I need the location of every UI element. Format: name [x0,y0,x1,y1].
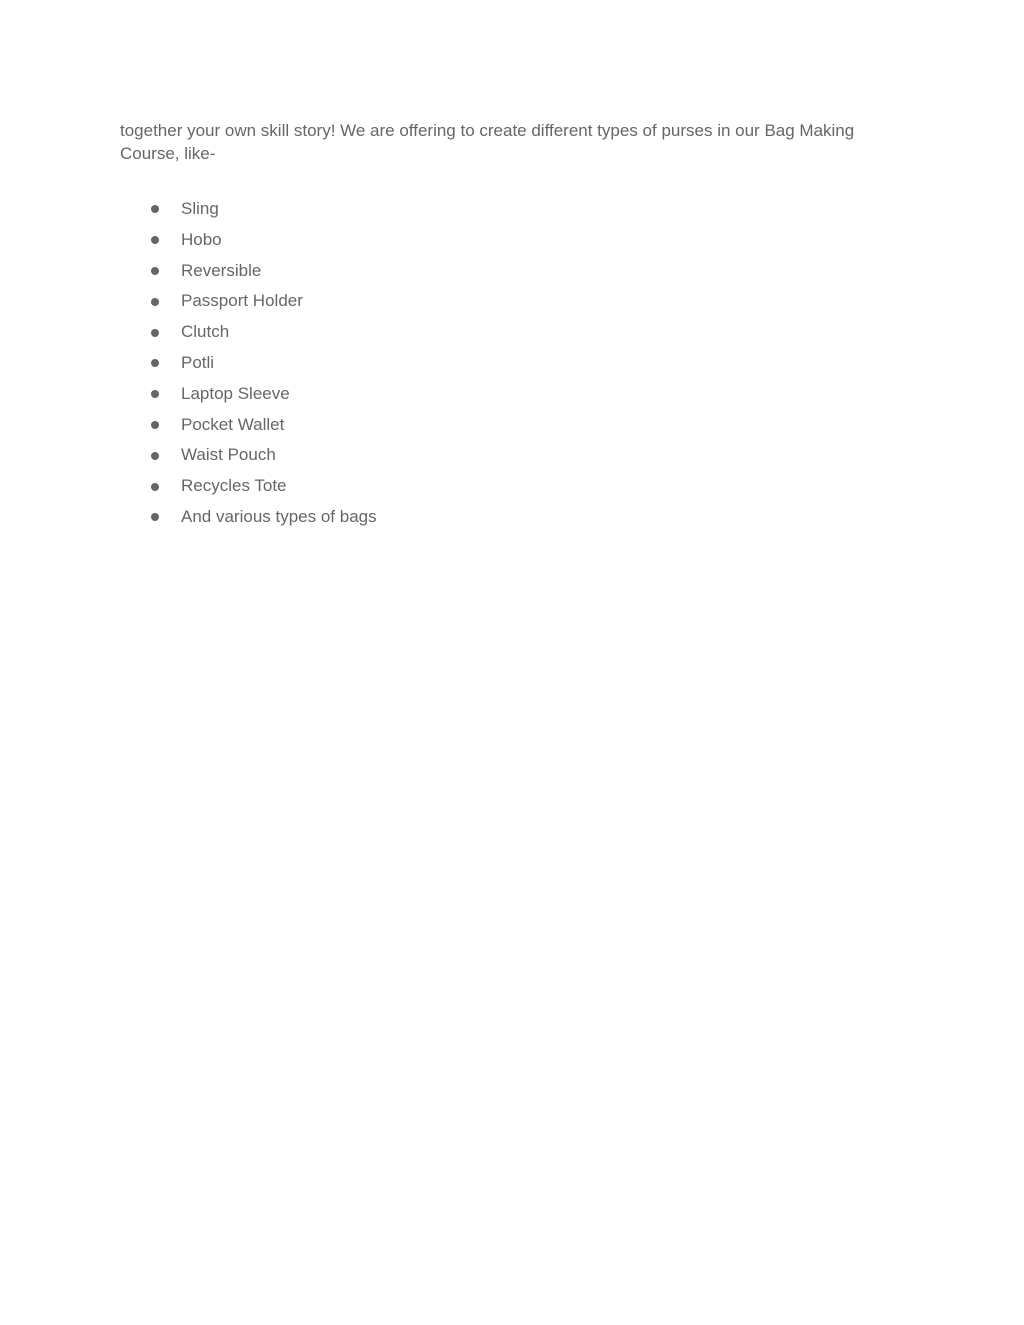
bullet-icon [151,452,159,460]
list-item-label: Pocket Wallet [181,414,285,434]
list-item-label: Waist Pouch [181,445,276,465]
list-item-label: Passport Holder [181,291,303,311]
list-item-label: Potli [181,352,215,372]
bullet-icon [151,236,159,244]
list-item-label: Reversible [181,260,262,280]
list-item-label: Hobo [181,229,222,249]
intro-paragraph: together your own skill story! We are offering to create different types of purses in our Bag Making Course, like- [120,121,855,163]
bullet-icon [151,205,159,213]
list-item-label: Sling [181,199,219,218]
list-item-label: And various types of bags [181,506,377,526]
list-item-label: Laptop Sleeve [181,383,290,403]
list-item-label: Recycles Tote [181,476,287,496]
bullet-icon [151,421,159,429]
bullet-icon [151,267,159,275]
bullet-icon [151,483,159,491]
bullet-icon [151,513,159,521]
bullet-icon [151,390,159,398]
bullet-icon [151,329,159,337]
list-item-label: Clutch [181,322,230,342]
bullet-icon [151,298,159,306]
bullet-icon [151,359,159,367]
